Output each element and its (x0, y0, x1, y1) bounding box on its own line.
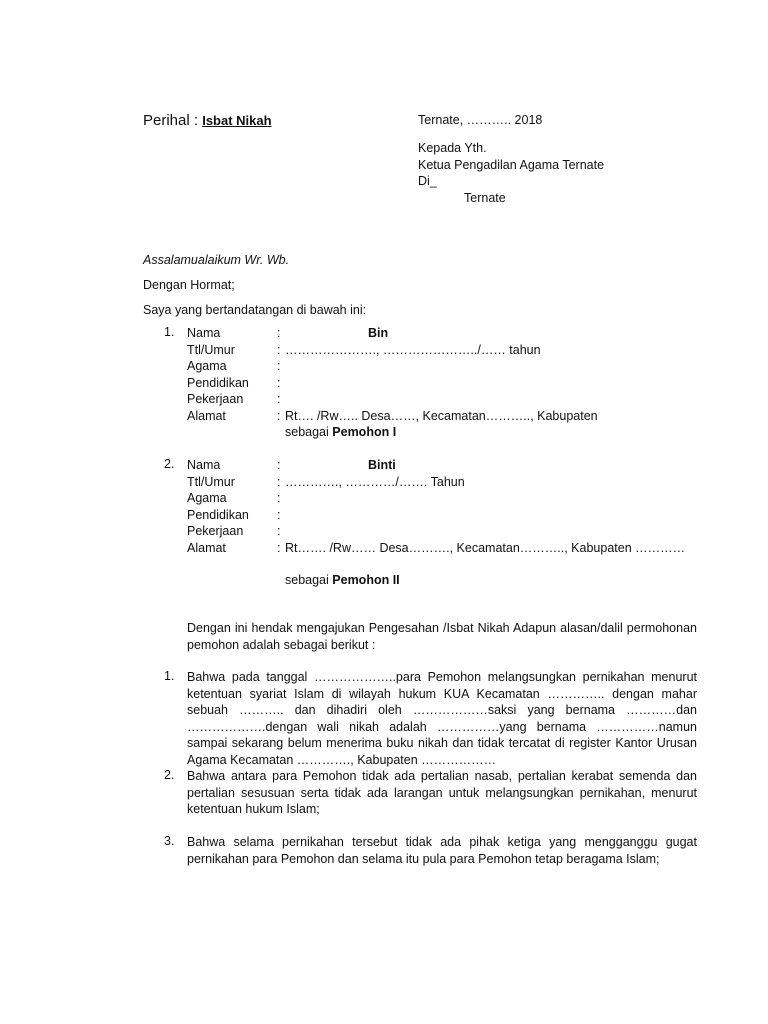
nama-value: Binti (368, 458, 396, 472)
field-sep: : (277, 342, 281, 357)
field-label: Alamat (187, 408, 226, 423)
point-2-number: 2. (164, 768, 175, 782)
field-sep: : (277, 375, 281, 390)
recipient-line-1: Kepada Yth. (418, 141, 487, 155)
field-label: Alamat (187, 540, 226, 555)
field-label: Pendidikan (187, 375, 249, 390)
field-sep: : (277, 458, 281, 472)
perihal-subject: Isbat Nikah (202, 113, 272, 128)
alamat-value: Rt…. /Rw….. Desa……, Kecamatan……….., Kabupaten (285, 408, 598, 423)
alamat-value: Rt……. /Rw…… Desa………., Kecamatan……….., Kabupaten ………… (285, 540, 686, 555)
field-row (187, 507, 685, 524)
point-3-number: 3. (164, 834, 175, 848)
field-label: Nama (187, 458, 221, 472)
field-row (187, 325, 598, 342)
field-label: Pekerjaan (187, 392, 244, 406)
perihal-line (143, 112, 272, 129)
opening-paragraph: Dengan ini hendak mengajukan Pengesahan /Isbat Nikah Adapun alasan/dalil permohonan pemohon adalah sebagai berikut : (187, 621, 697, 652)
applicant-2-fields (187, 457, 685, 589)
field-row (187, 391, 598, 408)
field-sep: : (277, 524, 281, 538)
recipient-line-2: Ketua Pengadilan Agama Ternate (418, 157, 605, 172)
field-label: Ttl/Umur (187, 474, 235, 489)
field-label: Pekerjaan (187, 524, 244, 538)
field-label: Agama (187, 359, 227, 373)
role-label: Pemohon II (332, 573, 400, 587)
role-label: Pemohon I (332, 425, 397, 439)
field-sep: : (277, 491, 281, 505)
field-label: Agama (187, 491, 227, 505)
field-row (187, 457, 685, 474)
field-sep: : (277, 474, 281, 489)
role-prefix: sebagai (285, 573, 329, 587)
field-row (187, 474, 685, 491)
recipient-line-4: Ternate (464, 190, 506, 205)
point-2-text: Bahwa antara para Pemohon tidak ada pertalian nasab, pertalian kerabat semenda dan pertalian sesusuan serta tidak ada larangan untuk melangsungkan pernikahan, menurut ketentuan hukum Islam; (187, 769, 697, 816)
perihal-label: Perihal : (143, 112, 199, 129)
field-row (187, 490, 685, 507)
applicant-1-number: 1. (164, 325, 175, 339)
applicant-2-number: 2. (164, 457, 175, 471)
point-1-text: Bahwa pada tanggal ………………..para Pemohon melangsungkan pernikahan menurut ketentuan syariat Islam di wilayah hukum KUA Kecamatan ………….. dengan mahar sebuah ……….. dan dihadiri oleh ………………saksi yang bernama …………dan ……………….dengan wali nikah adalah ……………yang bernama ……………namun sampai sekarang belum menerima buku nikah dan tidak tercatat di register Kantor Urusan Agama Kecamatan …………., Kabupaten ……………… (187, 670, 697, 767)
field-row (187, 540, 685, 557)
role-row (187, 572, 685, 589)
field-sep: : (277, 408, 281, 423)
field-label: Nama (187, 326, 221, 340)
field-sep: : (277, 392, 281, 406)
recipient-line-3: Di_ (418, 174, 437, 188)
role-prefix: sebagai (285, 425, 329, 439)
point-3-text: Bahwa selama pernikahan tersebut tidak ada pihak ketiga yang mengganggu gugat pernikahan para Pemohon dan selama itu pula para Pemohon tetap beragama Islam; (187, 835, 697, 866)
greeting: Assalamualaikum Wr. Wb. (143, 253, 290, 267)
field-sep: : (277, 326, 281, 340)
role-row (187, 424, 598, 441)
field-row (187, 523, 685, 540)
field-row (187, 358, 598, 375)
ttl-value: …………., …………/……. Tahun (285, 474, 465, 489)
field-row (187, 375, 598, 392)
field-sep: : (277, 540, 281, 555)
letter-date: Ternate, ……….. 2018 (418, 113, 543, 127)
field-sep: : (277, 359, 281, 373)
field-label: Ttl/Umur (187, 342, 235, 357)
recipient-block (418, 140, 604, 206)
applicant-1-fields (187, 325, 598, 441)
intro-text: Saya yang bertandatangan di bawah ini: (143, 303, 367, 317)
field-row (187, 408, 598, 425)
field-row (187, 342, 598, 359)
salutation: Dengan Hormat; (143, 278, 235, 292)
nama-value: Bin (368, 326, 389, 340)
field-sep: : (277, 507, 281, 522)
ttl-value: …………………., …………………../…… tahun (285, 342, 541, 357)
point-1-number: 1. (164, 669, 175, 683)
field-label: Pendidikan (187, 507, 249, 522)
